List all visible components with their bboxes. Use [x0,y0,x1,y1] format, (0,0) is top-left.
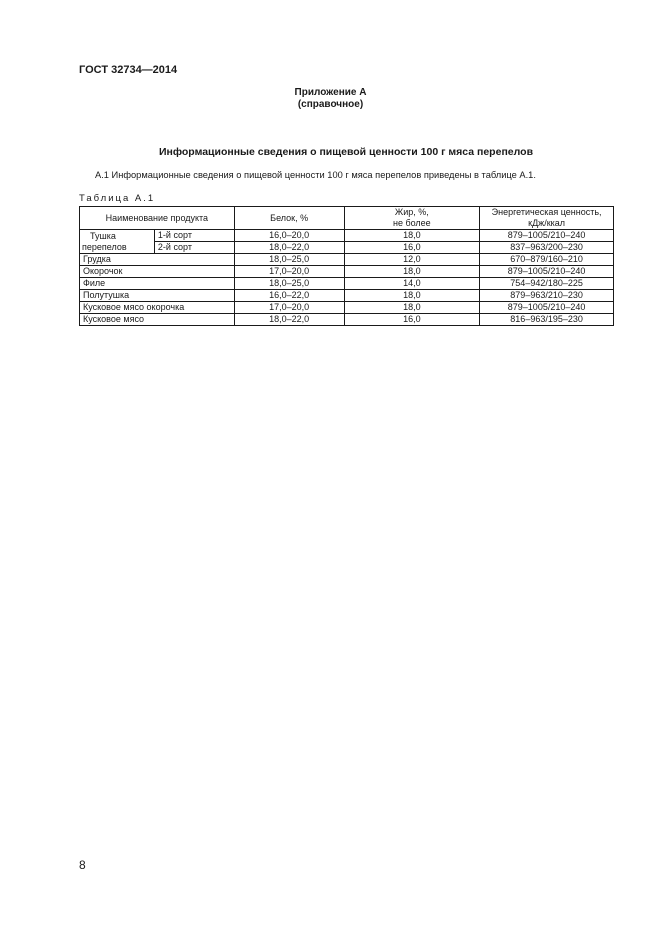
fat-cell: 16,0 [344,242,480,254]
table-row [80,254,614,266]
protein-cell: 18,0–22,0 [234,242,344,254]
product-name-cell: Окорочок [80,266,235,278]
document-code: ГОСТ 32734—2014 [79,64,178,76]
energy-cell: 754–942/180–225 [480,278,614,290]
table-row [80,266,614,278]
protein-cell: 18,0–22,0 [234,314,344,326]
table-row [80,302,614,314]
appendix-title: Приложение А [294,87,367,98]
product-name-cell: Кусковое мясо окорочка [80,302,235,314]
table-row [80,290,614,302]
page-number: 8 [79,858,86,872]
fat-cell: 18,0 [344,290,480,302]
fat-cell: 14,0 [344,278,480,290]
energy-cell: 837–963/200–230 [480,242,614,254]
intro-paragraph: А.1 Информационные сведения о пищевой ценности 100 г мяса перепелов приведены в таблице А.1. [95,170,536,180]
protein-cell: 16,0–22,0 [234,290,344,302]
table-row [80,278,614,290]
protein-cell: 18,0–25,0 [234,278,344,290]
header-protein: Белок, % [234,207,344,230]
product-name-cell: Филе [80,278,235,290]
energy-cell: 879–1005/210–240 [480,266,614,278]
header-fat-line2: не более [392,218,431,228]
protein-cell: 18,0–25,0 [234,254,344,266]
header-product: Наименование продукта [80,207,235,230]
appendix-subtitle: (справочное) [297,99,364,110]
energy-cell: 670–879/160–210 [480,254,614,266]
header-energy-line2: кДж/ккал [528,218,566,228]
table-row [80,230,614,242]
header-fat-line1: Жир, %, [394,207,429,217]
product-name-cell: Полутушка [80,290,235,302]
protein-cell: 17,0–20,0 [234,266,344,278]
table-header-row [80,207,614,230]
protein-cell: 17,0–20,0 [234,302,344,314]
energy-cell: 879–963/210–230 [480,290,614,302]
section-title: Информационные сведения о пищевой ценности 100 г мяса перепелов [158,146,534,158]
product-name-cell: Грудка [80,254,235,266]
grade-cell: 2-й сорт [154,242,234,254]
table-row [80,314,614,326]
table-caption: Таблица А.1 [79,193,156,204]
header-fat [344,207,480,230]
energy-cell: 879–1005/210–240 [480,302,614,314]
fat-cell: 16,0 [344,314,480,326]
grade-cell: 1-й сорт [154,230,234,242]
header-energy [480,207,614,230]
fat-cell: 18,0 [344,230,480,242]
product-name-cell: Кусковое мясо [80,314,235,326]
carcass-label-line1: Тушка [90,230,116,241]
energy-cell: 816–963/195–230 [480,314,614,326]
table-row [80,242,614,254]
fat-cell: 18,0 [344,302,480,314]
header-energy-line1: Энергетическая ценность, [491,207,602,217]
carcass-label-line2: перепелов [82,241,127,252]
carcass-label [80,230,155,254]
fat-cell: 12,0 [344,254,480,266]
energy-cell: 879–1005/210–240 [480,230,614,242]
fat-cell: 18,0 [344,266,480,278]
nutrition-table [79,206,614,326]
protein-cell: 16,0–20,0 [234,230,344,242]
